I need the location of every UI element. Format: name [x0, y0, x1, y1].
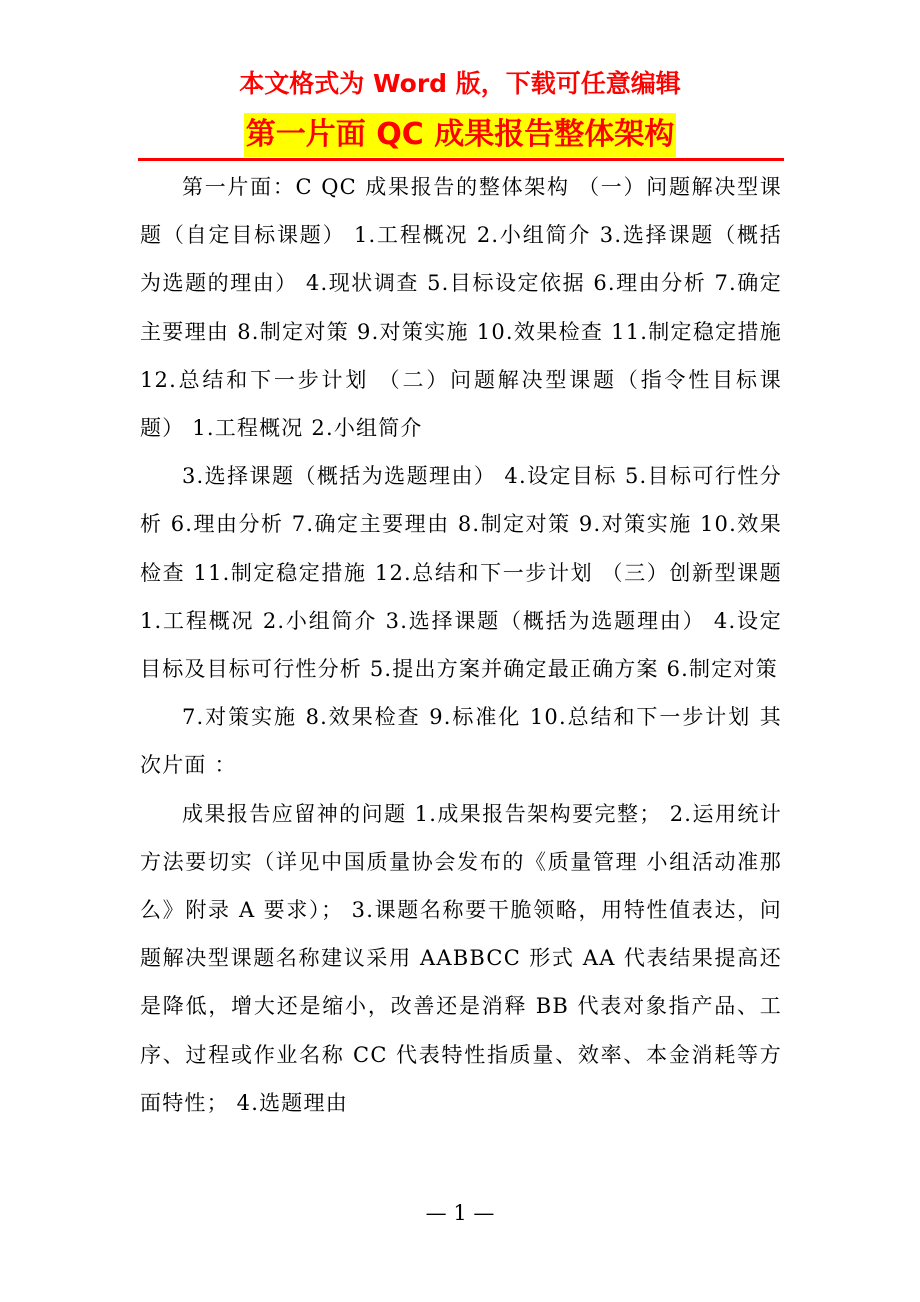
title-divider — [138, 158, 784, 161]
paragraph-structure-part-one: 第一片面：C QC 成果报告的整体架构 （一）问题解决型课题（自定目标课题） 1.工程概况 2.小组简介 3.选择课题（概括为选题的理由） 4.现状调查 5.目标设定依据 6.理由分析 7.确定主要理由 8.制定对策 9.对策实施 10.效果检查 11.制定稳定措施 12.总结和下一步计划 （二）问题解决型课题（指令性目标课题） 1.工程概况 2.小组简介 — [140, 175, 782, 441]
paragraph-structure-part-two: 3.选择课题（概括为选题理由） 4.设定目标 5.目标可行性分析 6.理由分析 7.确定主要理由 8.制定对策 9.对策实施 10.效果检查 11.制定稳定措施 12.总结和下一步计划 （三）创新型课题 1.工程概况 2.小组简介 3.选择课题（概括为选题理由） 4.设定目标及目标可行性分析 5.提出方案并确定最正确方案 6.制定对策 — [140, 464, 782, 682]
title-container — [0, 113, 920, 157]
paragraph-report-notes: 成果报告应留神的问题 1.成果报告架构要完整； 2.运用统计方法要切实（详见中国质量协会发布的《质量管理 小组活动准那么》附录 A 要求）； 3.课题名称要干脆领略，用特性值表达，问题解决型课题名称建议采用 AABBCC 形式 AA 代表结果提高还是降低，增大还是缩小，改善还是消释 BB 代表对象指产品、工序、过程或作业名称 CC 代表特性指质量、效率、本金消耗等方面特性； 4.选题理由 — [140, 801, 782, 1115]
format-notice: 本文格式为 Word 版，下载可任意编辑 — [239, 69, 681, 98]
document-body — [140, 163, 782, 1127]
page-number: — 1 — — [425, 1201, 495, 1225]
paragraph-structure-part-three: 7.对策实施 8.效果检查 9.标准化 10.总结和下一步计划 其次片面 ： — [140, 705, 782, 778]
document-title: 第一片面 QC 成果报告整体架构 — [244, 113, 676, 157]
